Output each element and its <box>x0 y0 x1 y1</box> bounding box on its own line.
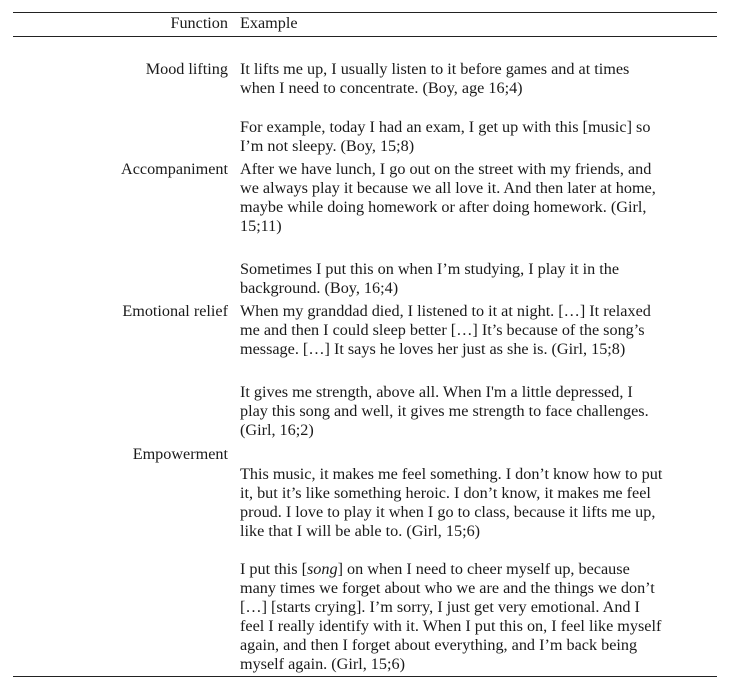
function-emotional-relief: Emotional relief <box>122 302 228 320</box>
example-line: […] [starts crying]. I’m sorry, I just get very emotional. And I <box>240 598 640 616</box>
example-line: This music, it makes me feel something. I don’t know how to put <box>240 465 663 483</box>
example-mood-lifting-2 <box>240 118 716 156</box>
bottom-rule <box>13 676 717 677</box>
example-line: message. […] It says he loves her just as she is. (Girl, 15;8) <box>240 340 626 358</box>
example-line: many times we forget about who we are and the things we don’t <box>240 579 655 597</box>
example-accompaniment-2 <box>240 260 716 298</box>
function-mood-lifting: Mood lifting <box>145 60 228 78</box>
function-accompaniment: Accompaniment <box>121 160 228 178</box>
example-line: background. (Boy, 16;4) <box>240 279 399 297</box>
example-line: myself again. (Girl, 15;6) <box>240 655 405 673</box>
example-line: When my granddad died, I listened to it at night. […] It relaxed <box>240 302 651 320</box>
example-line: proud. I love to play it when I go to class, because it lifts me up, <box>240 503 656 521</box>
function-empowerment: Empowerment <box>132 445 228 463</box>
header-rule <box>13 36 717 37</box>
example-line: Sometimes I put this on when I’m studying, I play it in the <box>240 260 620 278</box>
example-line: when I need to concentrate. (Boy, age 16;4) <box>240 79 523 97</box>
example-line: maybe while doing homework or after doing homework. (Girl, <box>240 198 647 216</box>
column-header-function: Function <box>170 14 228 32</box>
example-line: feel I really identify with it. When I put this on, I feel like myself <box>240 617 662 635</box>
example-line: After we have lunch, I go out on the street with my friends, and <box>240 160 652 178</box>
example-line: 15;11) <box>240 217 282 235</box>
example-line: It gives me strength, above all. When I'm a little depressed, I <box>240 383 633 401</box>
example-line: like that I will be able to. (Girl, 15;6) <box>240 522 481 540</box>
example-line: I’m not sleepy. (Boy, 15;8) <box>240 137 415 155</box>
example-emotional-relief-2 <box>240 383 716 440</box>
example-line: For example, today I had an exam, I get up with this [music] so <box>240 118 651 136</box>
example-text: ] on when I need to cheer myself up, because <box>337 560 630 578</box>
example-line: it, but it’s like something heroic. I don’t know, it makes me feel <box>240 484 651 502</box>
example-empowerment-1 <box>240 465 716 541</box>
example-line: play this song and well, it gives me strength to face challenges. <box>240 402 649 420</box>
example-italic-word: song <box>307 560 338 578</box>
example-text: I put this [ <box>240 560 307 578</box>
top-rule <box>13 12 717 13</box>
example-line: again, and then I forget about everything, and I’m back being <box>240 636 638 654</box>
example-emotional-relief-1 <box>240 302 716 359</box>
example-accompaniment-1 <box>240 160 716 236</box>
example-line <box>240 560 716 579</box>
example-line: we always play it because we all love it. And then later at home, <box>240 179 656 197</box>
example-line: It lifts me up, I usually listen to it before games and at times <box>240 60 630 78</box>
example-line: me and then I could sleep better […] It’s because of the song’s <box>240 321 645 339</box>
example-mood-lifting-1 <box>240 60 716 98</box>
column-header-example: Example <box>240 14 298 32</box>
example-empowerment-2 <box>240 560 716 674</box>
example-line: (Girl, 16;2) <box>240 421 314 439</box>
